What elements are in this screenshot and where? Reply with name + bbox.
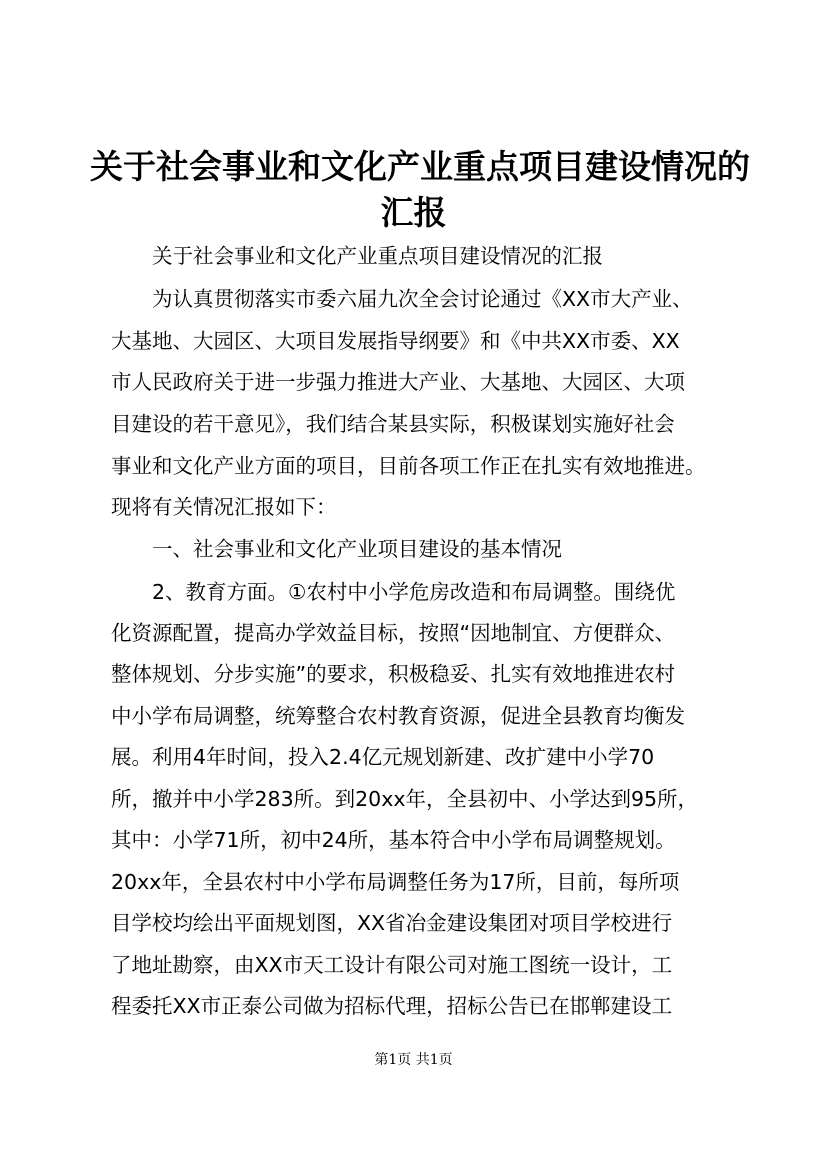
- body-text-line: 程委托XX市正泰公司做为招标代理，招标公告已在邯郸建设工: [111, 994, 673, 1018]
- subtitle-paragraph: 关于社会事业和文化产业重点项目建设情况的汇报: [152, 244, 603, 268]
- body-text-line: 事业和文化产业方面的项目，目前各项工作正在扎实有效地推进。: [111, 454, 706, 478]
- body-text-line: 目学校均绘出平面规划图，XX省冶金建设集团对项目学校进行: [111, 911, 673, 935]
- document-title-line-2: 汇报: [380, 193, 447, 232]
- body-text-line: 市人民政府关于进一步强力推进大产业、大基地、大园区、大项: [111, 370, 685, 394]
- body-text-line: 为认真贯彻落实市委六届九次全会讨论通过《XX市大产业、: [152, 287, 693, 311]
- body-text-line: 中小学布局调整，统筹整合农村教育资源，促进全县教育均衡发: [111, 704, 685, 728]
- body-text-line: 化资源配置，提高办学效益目标，按照“因地制宜、方便群众、: [111, 621, 676, 645]
- body-text-line: 所，撤并中小学283所。到20xx年，全县初中、小学达到95所，: [111, 787, 699, 811]
- body-text-line: 其中：小学71所，初中24所，基本符合中小学布局调整规划。: [111, 828, 676, 852]
- document-title-line-1: 关于社会事业和文化产业重点项目建设情况的: [90, 147, 750, 186]
- body-text-line: 整体规划、分步实施”的要求，积极稳妥、扎实有效地推进农村: [111, 662, 676, 686]
- body-text-line: 了地址勘察，由XX市天工设计有限公司对施工图统一设计，工: [111, 953, 673, 977]
- body-text-line: 现将有关情况汇报如下：: [111, 495, 337, 519]
- page-footer: 第1页 共1页: [374, 1052, 453, 1068]
- body-text-line: 展。利用4年时间，投入2.4亿元规划新建、改扩建中小学70: [111, 745, 655, 769]
- body-text-line: 目建设的若干意见》，我们结合某县实际，积极谋划实施好社会: [111, 412, 675, 436]
- section-heading: 一、社会事业和文化产业项目建设的基本情况: [152, 537, 562, 561]
- body-text-line: 20xx年，全县农村中小学布局调整任务为17所，目前，每所项: [111, 870, 680, 894]
- body-text-line: 大基地、大园区、大项目发展指导纲要》和《中共XX市委、XX: [111, 329, 680, 353]
- body-text-line: 2、教育方面。①农村中小学危房改造和布局调整。围绕优: [152, 580, 676, 604]
